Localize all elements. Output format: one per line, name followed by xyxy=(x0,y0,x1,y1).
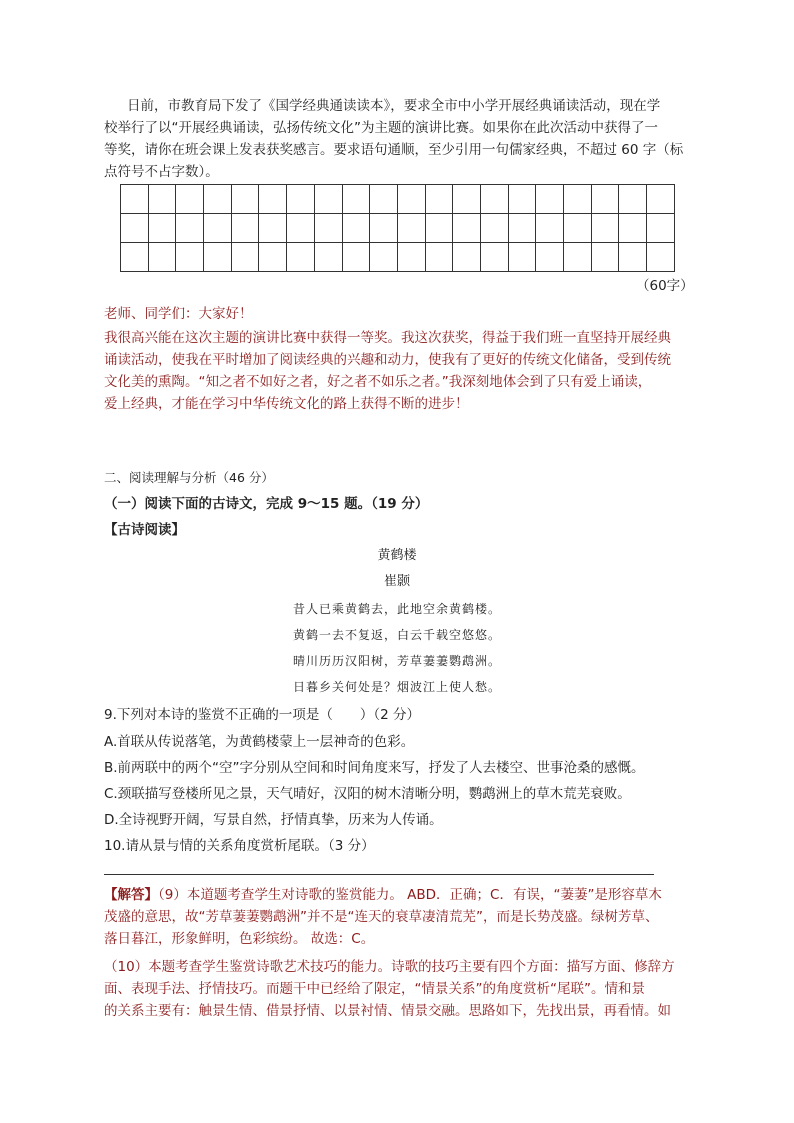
grid-cell xyxy=(397,214,425,243)
grid-cell xyxy=(397,243,425,272)
grid-cell xyxy=(508,243,536,272)
grid-cell xyxy=(619,214,647,243)
question-9: 9.下列对本诗的鉴赏不正确的一项是（ ）（2 分） xyxy=(104,707,421,723)
option-c: C.颈联描写登楼所见之景，天气晴好，汉阳的树木清晰分明，鹦鹉洲上的草木荒芜衰败。 xyxy=(104,786,631,802)
solution-10-line-3: 的关系主要有：触景生情、借景抒情、以景衬情、情景交融。思路如下，先找出景，再看情。如 xyxy=(104,1003,671,1019)
grid-cell xyxy=(259,243,287,272)
grid-cell xyxy=(204,243,232,272)
grid-cell xyxy=(231,185,259,214)
grid-cell xyxy=(121,185,149,214)
divider xyxy=(104,874,654,875)
grid-cell xyxy=(453,214,481,243)
grid-cell xyxy=(647,243,675,272)
prompt-line-3: 等奖，请你在班会课上发表获奖感言。要求语句通顺，至少引用一句儒家经典，不超过 60 字（标 xyxy=(104,142,684,158)
grid-row xyxy=(121,185,675,214)
grid-cell xyxy=(121,214,149,243)
poem-author: 崔颢 xyxy=(383,574,410,589)
poem-title: 黄鹤楼 xyxy=(377,548,417,563)
grid-cell xyxy=(425,214,453,243)
grid-cell xyxy=(259,214,287,243)
grid-cell xyxy=(425,243,453,272)
grid-cell xyxy=(287,243,315,272)
grid-cell xyxy=(204,214,232,243)
solution-9-text: （9）本道题考查学生对诗歌的鉴赏能力。 ABD．正确；C．有误，“萋萋”是形容草木 xyxy=(158,887,662,903)
answer-line-4: 爱上经典，才能在学习中华传统文化的路上获得不断的进步！ xyxy=(104,396,469,412)
grid-cell xyxy=(370,243,398,272)
grid-cell xyxy=(231,214,259,243)
grid-row xyxy=(121,243,675,272)
writing-grid xyxy=(120,184,675,272)
grid-cell xyxy=(536,185,564,214)
grid-cell xyxy=(342,185,370,214)
grid-cell xyxy=(259,185,287,214)
word-count-label: （60字） xyxy=(636,278,694,294)
grid-cell xyxy=(564,214,592,243)
grid-cell xyxy=(314,185,342,214)
prompt-line-2: 校举行了以“开展经典诵读，弘扬传统文化”为主题的演讲比赛。如果你在此次活动中获得了一 xyxy=(104,120,658,136)
grid-cell xyxy=(176,214,204,243)
grid-cell xyxy=(176,243,204,272)
solution-9-line-1 xyxy=(104,884,662,906)
grid-cell xyxy=(314,214,342,243)
solution-tag: 【解答】 xyxy=(104,887,158,903)
grid-cell xyxy=(453,243,481,272)
grid-cell xyxy=(480,185,508,214)
grid-cell xyxy=(508,214,536,243)
answer-line-2: 诵读活动，使我在平时增加了阅读经典的兴趣和动力，使我有了更好的传统文化储备，受到传统 xyxy=(104,352,671,368)
answer-line-3: 文化美的熏陶。“知之者不如好之者，好之者不如乐之者。”我深刻地体会到了只有爱上诵读， xyxy=(104,374,652,390)
grid-cell xyxy=(453,185,481,214)
grid-cell xyxy=(121,243,149,272)
prompt-line-4: 点符号不占字数）。 xyxy=(104,164,219,180)
grid-row xyxy=(121,214,675,243)
grid-cell xyxy=(231,243,259,272)
grid-cell xyxy=(314,243,342,272)
grid-cell xyxy=(619,243,647,272)
grid-cell xyxy=(342,214,370,243)
section-subtitle: （一）阅读下面的古诗文，完成 9～15 题。（19 分） xyxy=(104,496,429,512)
grid-cell xyxy=(508,185,536,214)
prompt-line-1: 日前，市教育局下发了《国学经典通读读本》，要求全市中小学开展经典诵读活动，现在学 xyxy=(127,98,661,114)
grid-cell xyxy=(287,214,315,243)
grid-cell xyxy=(287,185,315,214)
option-b: B.前两联中的两个“空”字分别从空间和时间角度来写，抒发了人去楼空、世事沧桑的感慨。 xyxy=(104,760,645,776)
solution-9-line-3: 落日暮江，形象鲜明，色彩缤纷。 故选：C。 xyxy=(104,931,375,947)
grid-cell xyxy=(480,243,508,272)
grid-cell xyxy=(148,214,176,243)
grid-cell xyxy=(397,185,425,214)
poem-line-3: 晴川历历汉阳树，芳草萋萋鹦鹉洲。 xyxy=(292,654,501,668)
grid-cell xyxy=(480,214,508,243)
poem-line-1: 昔人已乘黄鹤去，此地空余黄鹤楼。 xyxy=(292,602,501,616)
grid-cell xyxy=(619,185,647,214)
grid-cell xyxy=(342,243,370,272)
grid-cell xyxy=(370,185,398,214)
grid-cell xyxy=(564,243,592,272)
question-10: 10.请从景与情的关系角度赏析尾联。（3 分） xyxy=(104,838,375,854)
grid-cell xyxy=(536,243,564,272)
grid-cell xyxy=(647,185,675,214)
poem-line-4: 日暮乡关何处是？烟波江上使人愁。 xyxy=(292,680,501,694)
section-title: 二、阅读理解与分析（46 分） xyxy=(104,470,274,485)
solution-10-line-2: 面、表现手法、抒情技巧。而题干中已经给了限定，“情景关系”的角度赏析“尾联”。情和景 xyxy=(104,981,645,997)
grid-cell xyxy=(591,214,619,243)
grid-cell xyxy=(591,185,619,214)
grid-cell xyxy=(148,185,176,214)
solution-9-line-2: 茂盛的意思，故“芳草萋萋鹦鹉洲”并不是“连天的衰草凄清荒芜”，而是长势茂盛。绿树芳草、 xyxy=(104,909,659,925)
grid-cell xyxy=(564,185,592,214)
grid-cell xyxy=(148,243,176,272)
poem-line-2: 黄鹤一去不复返，白云千载空悠悠。 xyxy=(292,628,501,642)
option-d: D.全诗视野开阔，写景自然，抒情真挚，历来为人传诵。 xyxy=(104,812,443,828)
grid-cell xyxy=(204,185,232,214)
answer-greeting: 老师、同学们：大家好！ xyxy=(104,306,253,322)
grid-cell xyxy=(176,185,204,214)
grid-cell xyxy=(591,243,619,272)
grid-cell xyxy=(647,214,675,243)
solution-10-line-1: （10）本题考查学生鉴赏诗歌艺术技巧的能力。诗歌的技巧主要有四个方面：描写方面、修辞方 xyxy=(104,959,675,975)
answer-line-1: 我很高兴能在这次主题的演讲比赛中获得一等奖。我这次获奖，得益于我们班一直坚持开展经典 xyxy=(104,330,671,346)
section-tag: 【古诗阅读】 xyxy=(104,522,185,538)
option-a: A.首联从传说落笔，为黄鹤楼蒙上一层神奇的色彩。 xyxy=(104,734,415,750)
grid-cell xyxy=(425,185,453,214)
grid-cell xyxy=(370,214,398,243)
grid-cell xyxy=(536,214,564,243)
